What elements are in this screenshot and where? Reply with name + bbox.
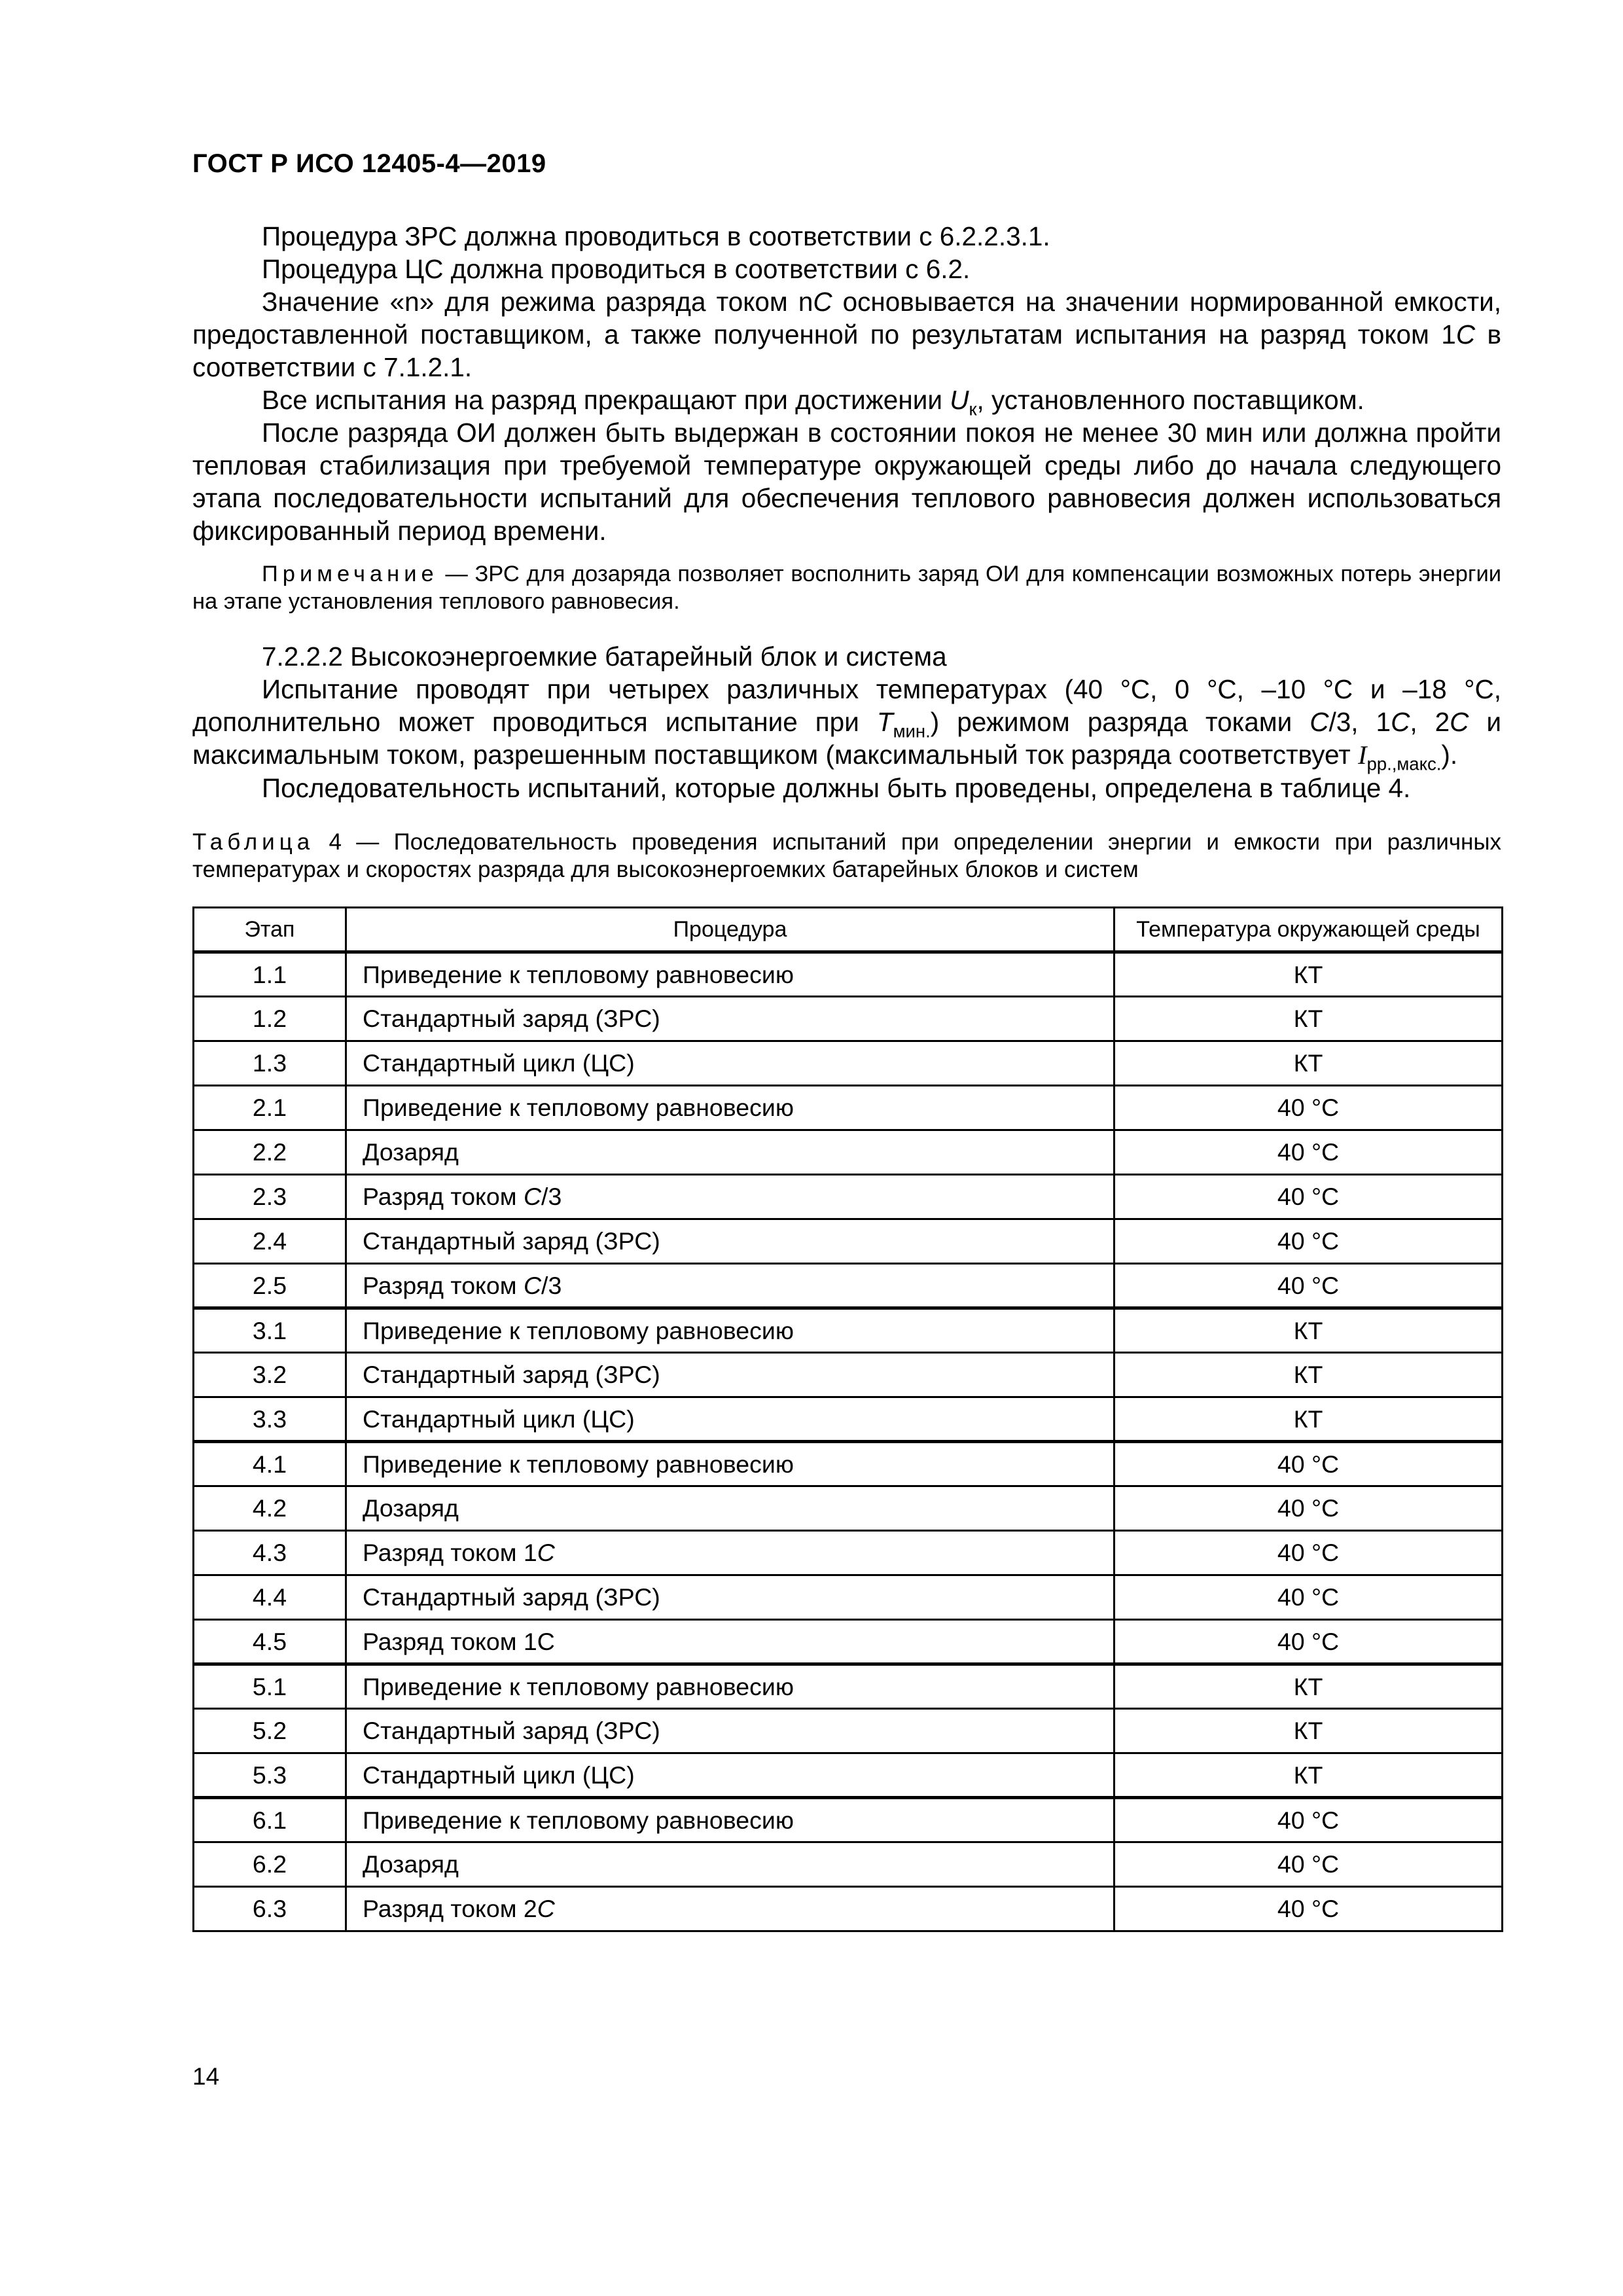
cell-procedure: Стандартный цикл (ЦС) [346, 1041, 1115, 1086]
procedure-suffix: /3 [541, 1183, 562, 1210]
cell-procedure: Стандартный цикл (ЦС) [346, 1397, 1115, 1442]
cell-temperature: КТ [1115, 1397, 1503, 1442]
cell-temperature: 40 °C [1115, 1798, 1503, 1842]
cell-procedure: Приведение к тепловому равновесию [346, 1086, 1115, 1130]
cell-procedure: Приведение к тепловому равновесию [346, 1442, 1115, 1486]
table-row [194, 1219, 1503, 1264]
table-row [194, 1709, 1503, 1753]
cell-step: 3.3 [194, 1397, 346, 1442]
cell-step: 1.1 [194, 952, 346, 997]
table-row [194, 997, 1503, 1041]
procedure-text: Разряд током 1 [363, 1539, 537, 1566]
cell-temperature: 40 °C [1115, 1219, 1503, 1264]
table-row [194, 1887, 1503, 1931]
cell-step: 2.5 [194, 1264, 346, 1308]
cell-step: 6.3 [194, 1887, 346, 1931]
cell-temperature: 40 °C [1115, 1264, 1503, 1308]
cell-step: 6.1 [194, 1798, 346, 1842]
table-caption-label: Таблица [192, 829, 315, 855]
table-row [194, 1798, 1503, 1842]
table-caption [192, 829, 1501, 884]
cell-temperature: КТ [1115, 952, 1503, 997]
document-header-code: ГОСТ Р ИСО 12405-4—2019 [192, 149, 546, 178]
section-7-2-2-2 [192, 640, 1501, 804]
header-temperature: Температура окружающей среды [1115, 908, 1503, 952]
cell-procedure [346, 1264, 1115, 1308]
cell-temperature: 40 °C [1115, 1887, 1503, 1931]
cell-procedure: Приведение к тепловому равновесию [346, 1308, 1115, 1353]
p6-text-a: Испытание проводят при четырех различных температурах (40 °C, 0 °C, –10 °C и –18 °C, дополнительно может проводиться испытание при [192, 674, 1501, 737]
p4-u-subscript: к [969, 399, 977, 420]
cell-procedure: Стандартный заряд (ЗРС) [346, 1219, 1115, 1264]
cell-procedure [346, 1887, 1115, 1931]
table-row [194, 1397, 1503, 1442]
table-row [194, 1264, 1503, 1308]
table-row [194, 1486, 1503, 1531]
procedure-text: Разряд током [363, 1183, 524, 1210]
paragraph-cs-procedure: Процедура ЦС должна проводиться в соответствии с 6.2. [262, 254, 971, 284]
table-row [194, 1353, 1503, 1397]
p6-text-e: и максимальным током, разрешенным поставщиком (максимальный ток разряда соответствует [192, 707, 1501, 770]
p6-t-symbol: T [876, 707, 893, 737]
p6-text-b: ) режимом разряда токами [930, 707, 1310, 737]
cell-step: 4.2 [194, 1486, 346, 1531]
p4-text-b: , установленного поставщиком. [976, 385, 1364, 415]
p4-text-a: Все испытания на разряд прекращают при достижении [262, 385, 950, 415]
table-row [194, 1308, 1503, 1353]
cell-step: 2.3 [194, 1175, 346, 1219]
note [192, 560, 1501, 615]
cell-temperature: КТ [1115, 1664, 1503, 1709]
paragraph-table-reference: Последовательность испытаний, которые должны быть проведены, определена в таблице 4. [262, 773, 1411, 803]
table-row [194, 1041, 1503, 1086]
cell-step: 4.3 [194, 1531, 346, 1575]
procedure-c-symbol: C [537, 1539, 555, 1566]
cell-temperature: КТ [1115, 1709, 1503, 1753]
cell-temperature: КТ [1115, 1041, 1503, 1086]
section-heading: 7.2.2.2 Высокоэнергоемкие батарейный блок и система [262, 641, 947, 672]
cell-temperature: 40 °C [1115, 1842, 1503, 1887]
table-row [194, 1086, 1503, 1130]
cell-step: 5.1 [194, 1664, 346, 1709]
p3-c-symbol: C [813, 287, 832, 317]
page-number: 14 [192, 2063, 220, 2090]
cell-step: 4.1 [194, 1442, 346, 1486]
table-row [194, 1442, 1503, 1486]
procedure-text: Разряд током 2 [363, 1895, 537, 1922]
cell-step: 4.5 [194, 1620, 346, 1664]
note-text: — ЗРС для дозаряда позволяет восполнить заряд ОИ для компенсации возможных потерь энергии на этапе установления теплового равновесия. [192, 562, 1501, 614]
cell-step: 3.1 [194, 1308, 346, 1353]
p6-c-symbol-1: C [1310, 707, 1329, 737]
p6-i-subscript: рр.,макс. [1366, 753, 1442, 774]
cell-step: 1.2 [194, 997, 346, 1041]
cell-procedure: Стандартный заряд (ЗРС) [346, 1709, 1115, 1753]
p6-t-subscript: мин. [893, 721, 931, 742]
cell-temperature: 40 °C [1115, 1531, 1503, 1575]
p6-text-d: , 2 [1410, 707, 1450, 737]
table-row [194, 1664, 1503, 1709]
cell-procedure: Приведение к тепловому равновесию [346, 1664, 1115, 1709]
intro-paragraphs [192, 220, 1501, 547]
p3-text-d: в соответствии с 7.1.2.1. [192, 319, 1501, 382]
paragraph-n-value [192, 285, 1501, 384]
table-body [194, 952, 1503, 1931]
cell-step: 5.3 [194, 1753, 346, 1798]
table-row [194, 1842, 1503, 1887]
test-sequence-table [192, 906, 1503, 1932]
cell-procedure: Стандартный заряд (ЗРС) [346, 997, 1115, 1041]
cell-procedure: Стандартный заряд (ЗРС) [346, 1353, 1115, 1397]
procedure-text: Разряд током [363, 1271, 524, 1299]
cell-step: 3.2 [194, 1353, 346, 1397]
procedure-c-symbol: C [523, 1183, 542, 1210]
cell-temperature: КТ [1115, 1353, 1503, 1397]
cell-procedure: Приведение к тепловому равновесию [346, 952, 1115, 997]
procedure-c-symbol: C [523, 1271, 542, 1299]
procedure-suffix: /3 [541, 1271, 562, 1299]
table-row [194, 1575, 1503, 1620]
note-label: Примечание [262, 562, 438, 586]
paragraph-test-temperatures [192, 673, 1501, 772]
p6-text-c: /3, 1 [1329, 707, 1391, 737]
table-header-row [194, 908, 1503, 952]
cell-step: 1.3 [194, 1041, 346, 1086]
p4-u-symbol: U [950, 385, 969, 415]
cell-step: 6.2 [194, 1842, 346, 1887]
cell-step: 2.2 [194, 1130, 346, 1175]
cell-temperature: 40 °C [1115, 1575, 1503, 1620]
cell-procedure: Приведение к тепловому равновесию [346, 1798, 1115, 1842]
p6-c-symbol-2: C [1391, 707, 1410, 737]
cell-procedure: Стандартный заряд (ЗРС) [346, 1575, 1115, 1620]
table-row [194, 1620, 1503, 1664]
cell-step: 2.1 [194, 1086, 346, 1130]
cell-procedure: Стандартный цикл (ЦС) [346, 1753, 1115, 1798]
cell-procedure: Дозаряд [346, 1130, 1115, 1175]
table-row [194, 1130, 1503, 1175]
paragraph-discharge-stop [192, 384, 1501, 420]
cell-temperature: 40 °C [1115, 1442, 1503, 1486]
cell-step: 4.4 [194, 1575, 346, 1620]
cell-temperature: 40 °C [1115, 1086, 1503, 1130]
cell-procedure: Дозаряд [346, 1486, 1115, 1531]
procedure-c-symbol: C [537, 1895, 555, 1922]
cell-temperature: КТ [1115, 1308, 1503, 1353]
cell-procedure [346, 1175, 1115, 1219]
cell-temperature: 40 °C [1115, 1620, 1503, 1664]
cell-procedure: Дозаряд [346, 1842, 1115, 1887]
p3-text-a: Значение «n» для режима разряда током n [262, 287, 813, 317]
cell-procedure [346, 1531, 1115, 1575]
cell-step: 2.4 [194, 1219, 346, 1264]
cell-temperature: 40 °C [1115, 1486, 1503, 1531]
p3-c-symbol-2: C [1455, 319, 1476, 350]
cell-temperature: КТ [1115, 997, 1503, 1041]
cell-step: 5.2 [194, 1709, 346, 1753]
header-procedure: Процедура [346, 908, 1115, 952]
table-row [194, 1175, 1503, 1219]
cell-temperature: 40 °C [1115, 1175, 1503, 1219]
header-step: Этап [194, 908, 346, 952]
table-row [194, 952, 1503, 997]
paragraph-rest-period: После разряда ОИ должен быть выдержан в состоянии покоя не менее 30 мин или должна пройти тепловая стабилизация при требуемой температуре окружающей среды либо до начала следующего этапа последовательности испытаний для обеспечения теплового равновесия должен использоваться фиксированный период времени. [192, 418, 1501, 546]
table-row [194, 1531, 1503, 1575]
cell-procedure: Разряд током 1С [346, 1620, 1115, 1664]
p3-text-b: основывается на значении нормированной емкости, предоставленной поставщиком, а также полученной по результатам испытания на разряд током 1 [192, 287, 1501, 350]
p6-c-symbol-3: C [1450, 707, 1469, 737]
table-caption-text: 4 — Последовательность проведения испытаний при определении энергии и емкости при различных температурах и скоростях разряда для высокоэнергоемких батарейных блоков и систем [192, 829, 1501, 882]
table-row [194, 1753, 1503, 1798]
p6-text-f: ). [1441, 740, 1458, 770]
cell-temperature: КТ [1115, 1753, 1503, 1798]
cell-temperature: 40 °C [1115, 1130, 1503, 1175]
paragraph-zrs-procedure: Процедура ЗРС должна проводиться в соответствии с 6.2.2.3.1. [262, 221, 1050, 251]
p6-i-symbol: I [1357, 740, 1367, 770]
